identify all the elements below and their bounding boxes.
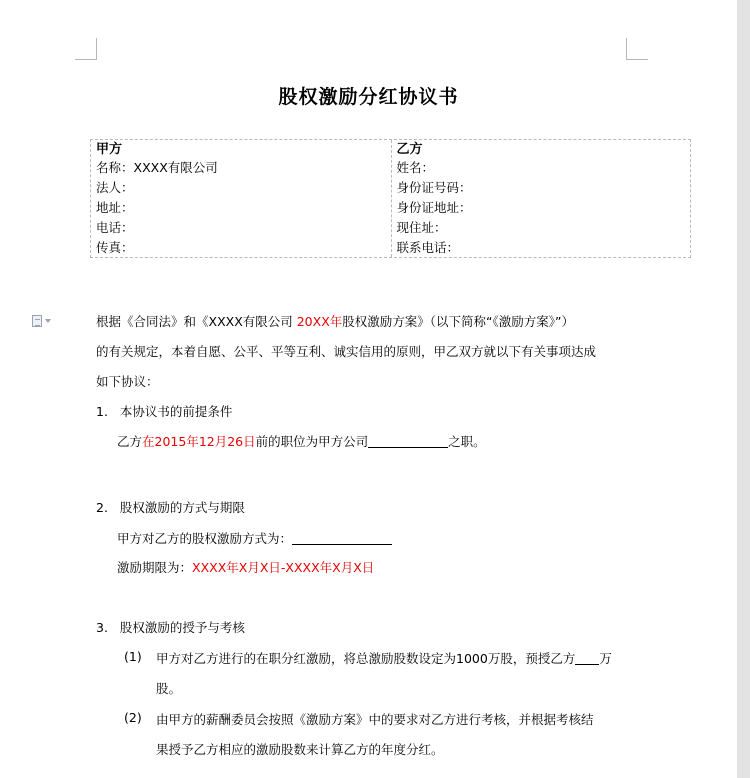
section-title: 股权激励的方式与期限 <box>119 500 245 515</box>
period-highlight: XXXX年X月X日-XXXX年X月X日 <box>192 560 375 575</box>
party-b-heading: 乙方 <box>396 142 423 157</box>
text-span: 万 <box>599 651 612 666</box>
intro-line-1 <box>96 312 574 330</box>
text-span: 激励期限为： <box>117 560 193 575</box>
page-margin-corner-top-left <box>75 38 97 60</box>
intro-line-3: 如下协议： <box>96 374 159 389</box>
party-a-name: 名称：XXXX有限公司 <box>96 160 218 175</box>
caret-down-icon <box>45 319 51 323</box>
section-3-item-2-number: (2) <box>124 710 142 725</box>
intro-text: 根据《合同法》和《XXXX有限公司 <box>96 314 297 329</box>
section-3-heading <box>96 618 245 636</box>
party-a-fax: 传真： <box>96 240 134 255</box>
section-title: 股权激励的授予与考核 <box>119 620 245 635</box>
section-number: 3. <box>96 620 108 635</box>
section-number: 2. <box>96 500 108 515</box>
party-a-heading: 甲方 <box>96 142 123 157</box>
party-b-contact-phone: 联系电话： <box>396 240 460 255</box>
party-b-name: 姓名： <box>396 160 435 175</box>
text-span: 甲方对乙方的股权激励方式为： <box>117 531 293 546</box>
page-margin-corner-top-right <box>626 38 648 60</box>
text-span: 之职。 <box>448 434 486 449</box>
text-span: 前的职位为甲方公司 <box>255 434 369 449</box>
pre-grant-shares-blank[interactable] <box>575 651 599 665</box>
document-icon <box>32 315 42 327</box>
section-2-line-2 <box>117 558 374 576</box>
intro-text: 股权激励方案》（以下简称“《激励方案》”） <box>342 314 574 329</box>
section-1-text <box>117 432 486 450</box>
section-number: 1. <box>96 404 108 419</box>
party-b-id-address: 身份证地址： <box>396 200 472 215</box>
section-3-item-1-number: (1) <box>124 649 142 664</box>
section-3-item-2-line-2: 果授予乙方相应的激励股数来计算乙方的年度分红。 <box>156 742 444 757</box>
text-span: 乙方 <box>117 434 143 449</box>
incentive-method-blank[interactable] <box>292 531 392 545</box>
position-blank[interactable] <box>368 434 448 448</box>
party-a-phone: 电话： <box>96 220 134 235</box>
party-a-legal-rep: 法人： <box>96 180 134 195</box>
paragraph-layout-icon[interactable] <box>32 315 58 327</box>
date-highlight: 在2015年12月26日 <box>142 434 256 449</box>
parties-table <box>90 139 691 258</box>
intro-line-2: 的有关规定，本着自愿、公平、平等互利、诚实信用的原则，甲乙双方就以下有关事项达成 <box>96 344 597 359</box>
party-b-cell <box>391 140 691 257</box>
text-span: 甲方对乙方进行的在职分红激励，将总激励股数设定为1000万股，预授乙方 <box>156 651 576 666</box>
section-3-item-1-line-1 <box>156 649 612 667</box>
party-b-id-number: 身份证号码： <box>396 180 472 195</box>
intro-year-highlight: 20XX年 <box>296 314 343 329</box>
section-1-heading <box>96 402 232 420</box>
party-a-address: 地址： <box>96 200 134 215</box>
section-title: 本协议书的前提条件 <box>119 404 233 419</box>
party-a-cell <box>91 140 391 257</box>
section-2-line-1 <box>117 529 392 547</box>
section-3-item-1-line-2: 股。 <box>156 681 182 696</box>
section-3-item-2-line-1: 由甲方的薪酬委员会按照《激励方案》中的要求对乙方进行考核，并根据考核结 <box>156 712 594 727</box>
vertical-scrollbar[interactable] <box>737 0 750 778</box>
section-2-heading <box>96 498 245 516</box>
party-b-current-address: 现住址： <box>396 220 447 235</box>
document-title: 股权激励分红协议书 <box>278 86 459 108</box>
